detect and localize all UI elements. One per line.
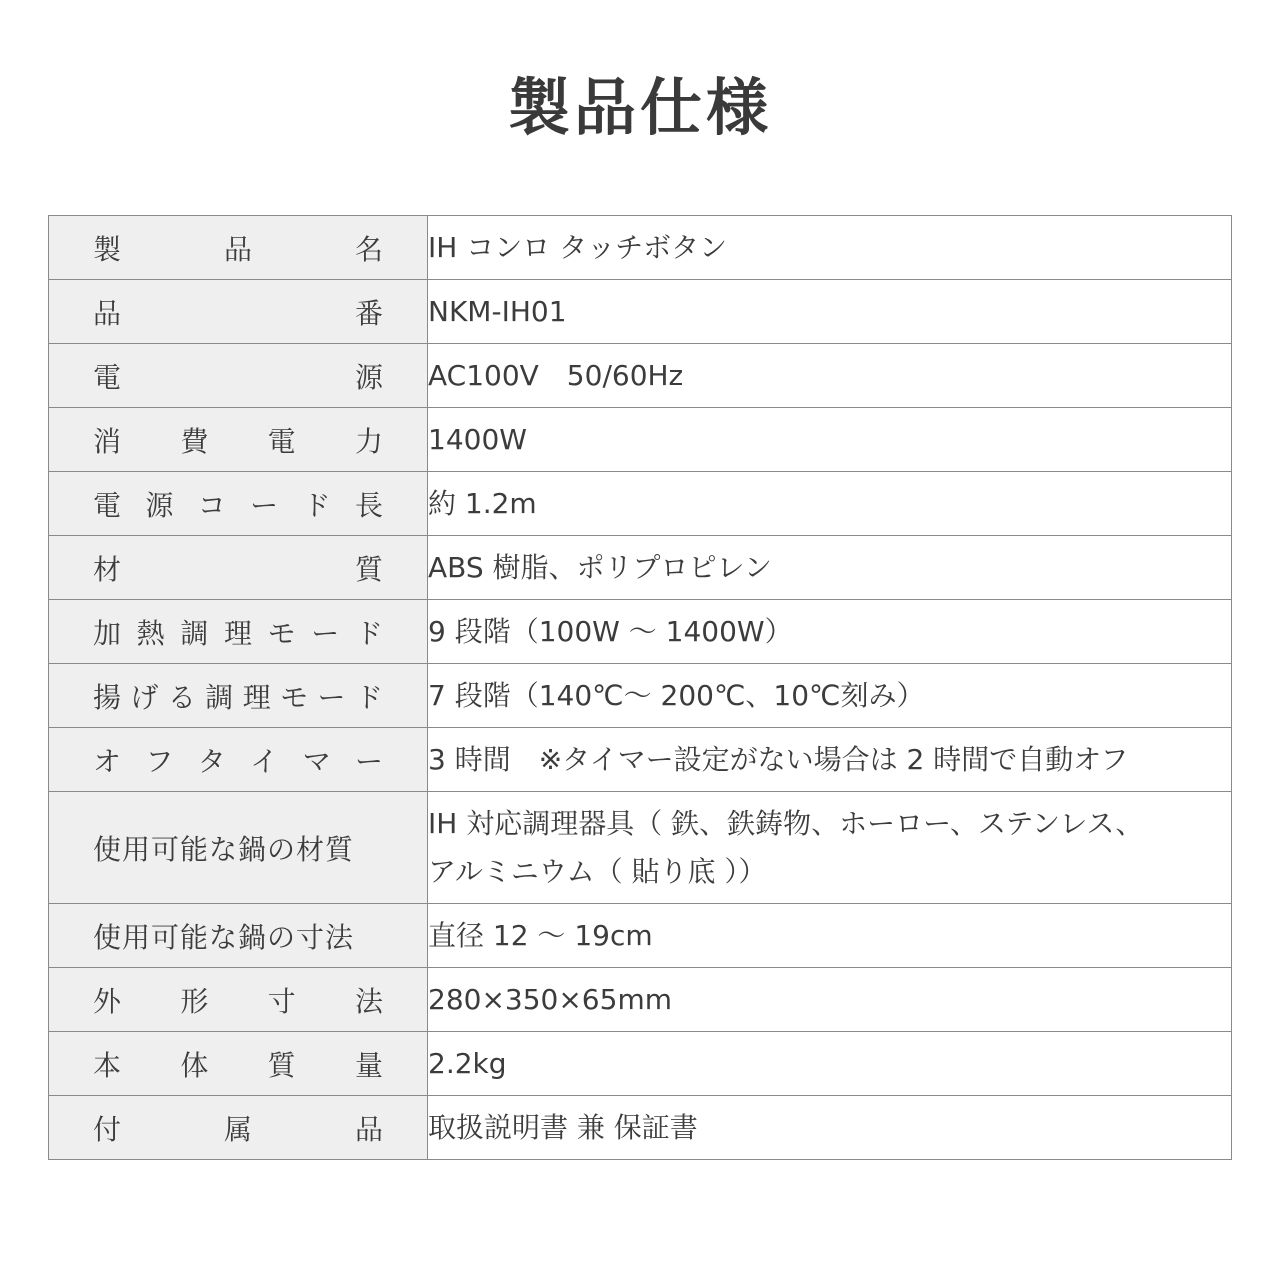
spec-label-char: 外: [93, 984, 122, 1018]
spec-value-cell: [428, 536, 1232, 600]
spec-label-char: 質: [354, 552, 383, 586]
spec-label-char: 付: [93, 1112, 122, 1146]
spec-value: 1400W: [428, 422, 527, 456]
spec-table: [48, 215, 1232, 1160]
spec-label-char: 属: [223, 1112, 252, 1146]
spec-label-cell: [49, 280, 428, 344]
spec-label-char: 加: [93, 616, 122, 650]
spec-label-char: 番: [354, 296, 383, 330]
spec-label: [49, 228, 427, 268]
spec-label: [49, 420, 427, 460]
spec-label-char: コ: [197, 488, 226, 522]
spec-label-char: 源: [145, 488, 174, 522]
spec-value-cell: [428, 472, 1232, 536]
spec-label-cell: [49, 792, 428, 904]
spec-label-char: 費: [180, 424, 209, 458]
spec-row: [49, 280, 1232, 344]
spec-row: [49, 1032, 1232, 1096]
spec-label-char: ー: [311, 616, 340, 650]
spec-value: 約 1.2m: [428, 486, 537, 520]
spec-label-char: 材: [93, 552, 122, 586]
spec-label-char: 理: [223, 616, 252, 650]
spec-label-cell: [49, 728, 428, 792]
spec-value: ABS 樹脂、ポリプロピレン: [428, 550, 772, 584]
spec-value-cell: [428, 1096, 1232, 1160]
spec-label-cell: [49, 1096, 428, 1160]
spec-label-char: 消: [93, 424, 122, 458]
spec-value: IH 対応調理器具（ 鉄、鉄鋳物、ホーロー、ステンレス、 アルミニウム（ 貼り底 ））: [428, 806, 1144, 888]
spec-value-cell: [428, 728, 1232, 792]
spec-value-cell: [428, 968, 1232, 1032]
spec-row: [49, 216, 1232, 280]
spec-label-cell: [49, 472, 428, 536]
spec-label-char: 品: [354, 1112, 383, 1146]
spec-value-cell: [428, 1032, 1232, 1096]
spec-label-char: 法: [354, 984, 383, 1018]
spec-label: [49, 828, 427, 868]
spec-label-char: 源: [354, 360, 383, 394]
spec-value-cell: [428, 904, 1232, 968]
spec-label-char: げ: [130, 680, 159, 714]
spec-value: 取扱説明書 兼 保証書: [428, 1110, 698, 1144]
spec-label: [49, 1108, 427, 1148]
spec-label-char: る: [167, 680, 196, 714]
spec-label: [49, 980, 427, 1020]
spec-row: [49, 472, 1232, 536]
spec-label-char: 形: [180, 984, 209, 1018]
spec-label-text: 使用可能な鍋の寸法: [93, 920, 355, 954]
spec-label-char: 長: [354, 488, 383, 522]
spec-label-char: 電: [93, 360, 122, 394]
spec-label-char: 電: [267, 424, 296, 458]
spec-label-char: 品: [223, 232, 252, 266]
spec-row: [49, 344, 1232, 408]
spec-label: [49, 916, 427, 956]
spec-label-char: モ: [280, 680, 309, 714]
spec-label-char: 力: [354, 424, 383, 458]
spec-row: [49, 408, 1232, 472]
spec-label-char: イ: [250, 744, 279, 778]
spec-label-cell: [49, 600, 428, 664]
spec-label: [49, 356, 427, 396]
spec-row: [49, 536, 1232, 600]
spec-label-char: 本: [93, 1048, 122, 1082]
spec-row: [49, 968, 1232, 1032]
spec-label-char: フ: [145, 744, 174, 778]
spec-label-char: 体: [180, 1048, 209, 1082]
spec-label-char: 調: [205, 680, 234, 714]
spec-label-char: 熱: [136, 616, 165, 650]
spec-label-char: 量: [354, 1048, 383, 1082]
spec-row: [49, 728, 1232, 792]
spec-label-text: 使用可能な鍋の材質: [93, 832, 355, 866]
spec-label-cell: [49, 968, 428, 1032]
spec-value-cell: [428, 344, 1232, 408]
spec-value: AC100V 50/60Hz: [428, 358, 684, 392]
spec-label-char: ー: [250, 488, 279, 522]
spec-value-cell: [428, 280, 1232, 344]
spec-label-char: 電: [93, 488, 122, 522]
spec-label-char: 質: [267, 1048, 296, 1082]
spec-label: [49, 740, 427, 780]
spec-label-cell: [49, 664, 428, 728]
spec-label-char: オ: [93, 744, 122, 778]
spec-label: [49, 676, 427, 716]
spec-label-cell: [49, 904, 428, 968]
spec-label-char: ド: [302, 488, 331, 522]
spec-label-char: 名: [354, 232, 383, 266]
spec-label-char: 調: [180, 616, 209, 650]
spec-label: [49, 1044, 427, 1084]
spec-label: [49, 548, 427, 588]
spec-label-cell: [49, 536, 428, 600]
spec-label-char: タ: [197, 744, 226, 778]
spec-label: [49, 484, 427, 524]
spec-label-char: 揚: [93, 680, 122, 714]
spec-label-cell: [49, 216, 428, 280]
spec-label-cell: [49, 1032, 428, 1096]
spec-label-char: モ: [267, 616, 296, 650]
spec-value: 3 時間 ※タイマー設定がない場合は 2 時間で自動オフ: [428, 742, 1129, 776]
spec-row: [49, 664, 1232, 728]
spec-row: [49, 792, 1232, 904]
spec-value-cell: [428, 216, 1232, 280]
spec-label-char: ー: [354, 744, 383, 778]
spec-label-char: ド: [354, 680, 383, 714]
spec-label-cell: [49, 408, 428, 472]
spec-label-char: 品: [93, 296, 122, 330]
spec-value-cell: [428, 408, 1232, 472]
spec-value-cell: [428, 600, 1232, 664]
spec-value: 直径 12 ～ 19cm: [428, 918, 653, 952]
spec-value: 7 段階（140℃～ 200℃、10℃刻み）: [428, 678, 925, 712]
spec-label: [49, 612, 427, 652]
spec-value: 2.2kg: [428, 1046, 507, 1080]
spec-label-char: ー: [317, 680, 346, 714]
spec-label-char: マ: [302, 744, 331, 778]
spec-label: [49, 292, 427, 332]
spec-value: IH コンロ タッチボタン: [428, 230, 728, 264]
spec-value-cell: [428, 664, 1232, 728]
spec-label-char: 製: [93, 232, 122, 266]
page-title: 製品仕様: [507, 71, 772, 144]
spec-value: 280×350×65mm: [428, 982, 672, 1016]
spec-value: NKM-IH01: [428, 294, 567, 328]
spec-row: [49, 904, 1232, 968]
spec-label-char: 理: [242, 680, 271, 714]
spec-label-char: 寸: [267, 984, 296, 1018]
spec-row: [49, 1096, 1232, 1160]
spec-row: [49, 600, 1232, 664]
spec-label-char: ド: [354, 616, 383, 650]
spec-value-cell: [428, 792, 1232, 904]
spec-label-cell: [49, 344, 428, 408]
spec-value: 9 段階（100W ～ 1400W）: [428, 614, 793, 648]
